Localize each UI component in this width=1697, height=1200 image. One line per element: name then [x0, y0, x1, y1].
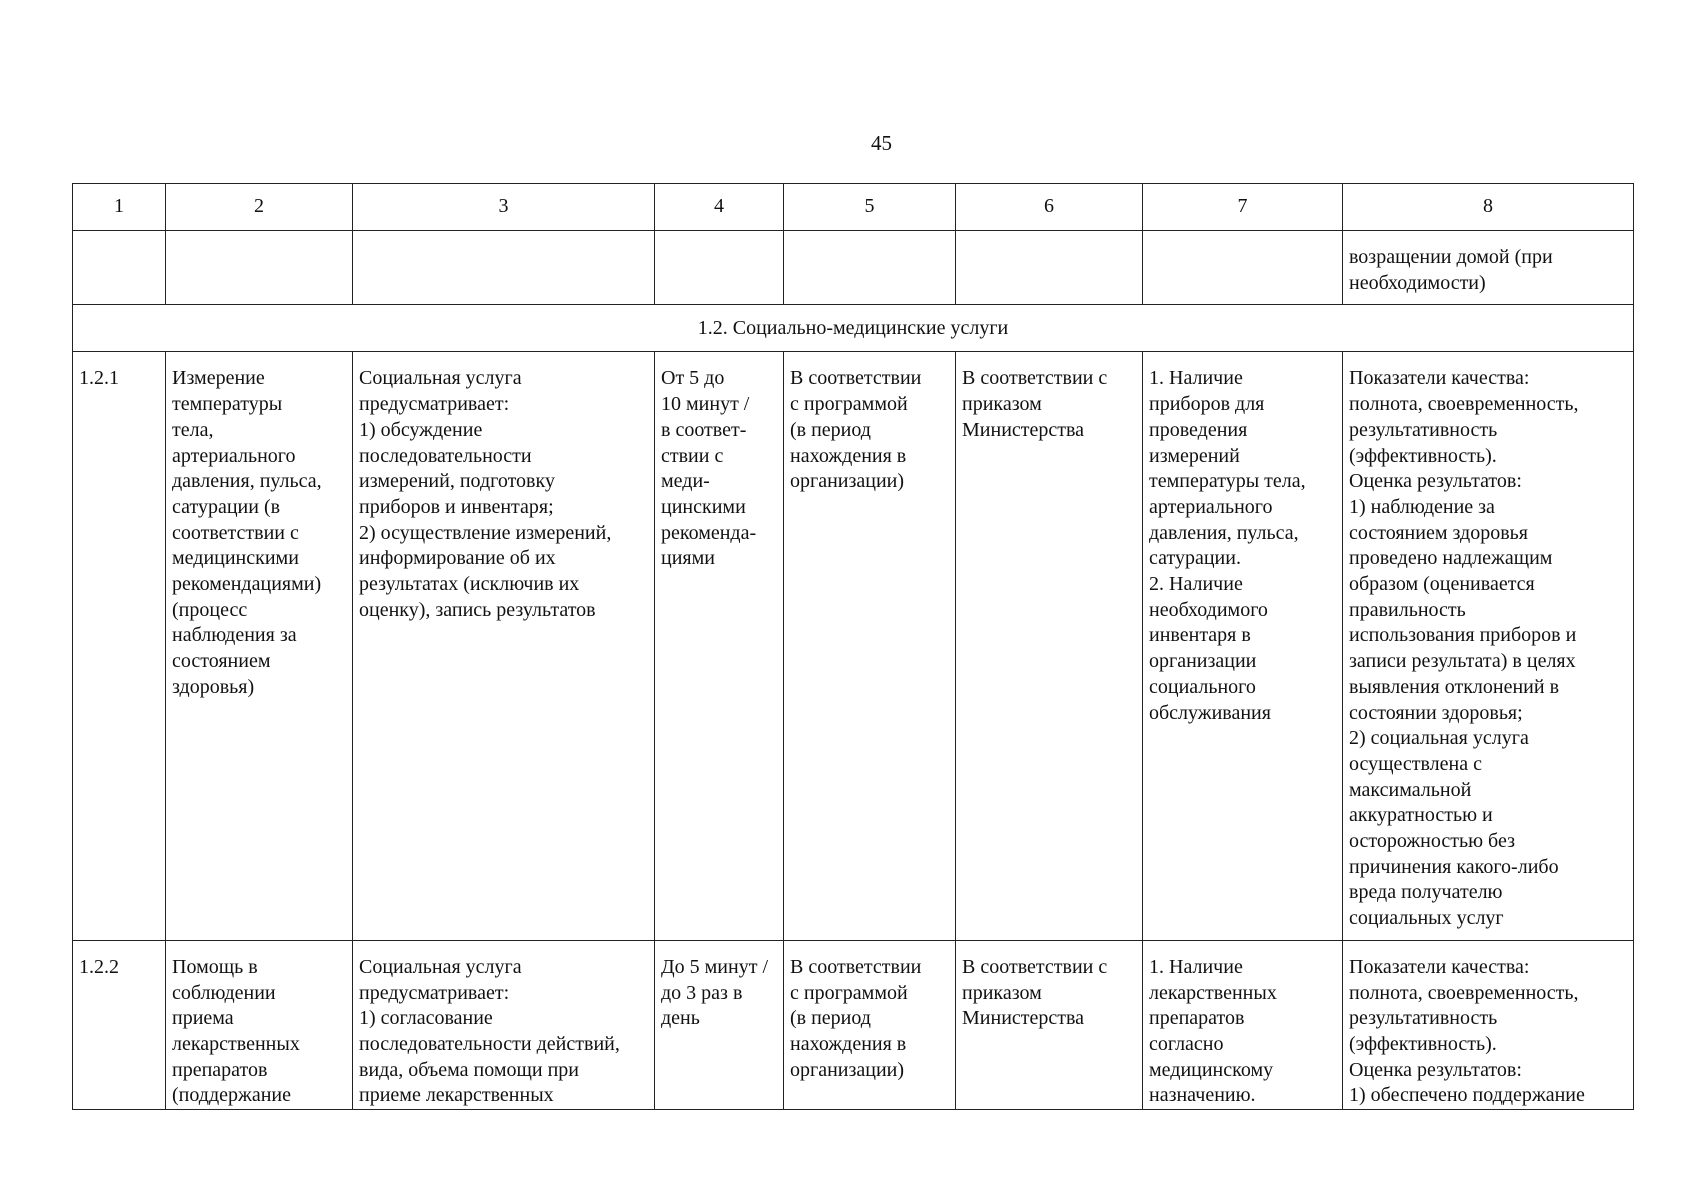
- column-number: 5: [784, 184, 956, 231]
- service-conditions: 1. Наличие лекарственных препаратов согласно медицинскому назначению.: [1143, 940, 1343, 1109]
- service-number: 1.2.2: [73, 940, 166, 1109]
- empty-cell: [784, 231, 956, 305]
- column-number: 1: [73, 184, 166, 231]
- service-description: Социальная услуга предусматривает: 1) обсуждение последовательности измерений, подготовку приборов и инвентаря; 2) осуществление измерений, информирование об их результатах (исключив их оценку), запись результатов: [353, 352, 655, 940]
- empty-cell: [166, 231, 353, 305]
- service-description: Социальная услуга предусматривает: 1) согласование последовательности действий, вида, объема помощи при приеме лекарственных: [353, 940, 655, 1109]
- column-number: 2: [166, 184, 353, 231]
- column-number: 8: [1343, 184, 1634, 231]
- continuation-row: [73, 231, 1634, 305]
- empty-cell: [353, 231, 655, 305]
- column-number-row: [73, 184, 1634, 231]
- table-row: [73, 352, 1634, 940]
- service-conditions: 1. Наличие приборов для проведения измерений температуры тела, артериального давления, пульса, сатурации. 2. Наличие необходимого инвентаря в организации социального обслуживания: [1143, 352, 1343, 940]
- service-tariff: В соответствии с приказом Министерства: [956, 940, 1143, 1109]
- empty-cell: [655, 231, 784, 305]
- service-tariff: В соответствии с приказом Министерства: [956, 352, 1143, 940]
- table-row: [73, 940, 1634, 1109]
- service-periodicity: В соответствии с программой (в период нахождения в организации): [784, 940, 956, 1109]
- empty-cell: [956, 231, 1143, 305]
- column-number: 3: [353, 184, 655, 231]
- service-periodicity: В соответствии с программой (в период нахождения в организации): [784, 352, 956, 940]
- empty-cell: [73, 231, 166, 305]
- section-row: [73, 305, 1634, 352]
- column-number: 4: [655, 184, 784, 231]
- service-time: От 5 до 10 минут / в соответ- ствии с меди- цинскими рекоменда- циями: [655, 352, 784, 940]
- service-quality: Показатели качества: полнота, своевременность, результативность (эффективность). Оценка результатов: 1) наблюдение за состоянием здоровья проведено надлежащим образом (оценивается правильность использования приборов и записи результата) в целях выявления отклонений в состоянии здоровья; 2) социальная услуга осуществлена с максимальной аккуратностью и осторожностью без причинения какого-либо вреда получателю социальных услуг: [1343, 352, 1634, 940]
- column-number: 6: [956, 184, 1143, 231]
- service-name: Помощь в соблюдении приема лекарственных препаратов (поддержание: [166, 940, 353, 1109]
- empty-cell: [1143, 231, 1343, 305]
- section-title: 1.2. Социально-медицинские услуги: [73, 305, 1634, 352]
- service-number: 1.2.1: [73, 352, 166, 940]
- service-quality: Показатели качества: полнота, своевременность, результативность (эффективность). Оценка результатов: 1) обеспечено поддержание: [1343, 940, 1634, 1109]
- continuation-text: возращении домой (при необходимости): [1343, 231, 1634, 305]
- service-name: Измерение температуры тела, артериального давления, пульса, сатурации (в соответствии с медицинскими рекомендациями) (процесс наблюдения за состоянием здоровья): [166, 352, 353, 940]
- column-number: 7: [1143, 184, 1343, 231]
- services-table: [72, 183, 1634, 1110]
- service-time: До 5 минут / до 3 раз в день: [655, 940, 784, 1109]
- page-number: 45: [871, 131, 892, 155]
